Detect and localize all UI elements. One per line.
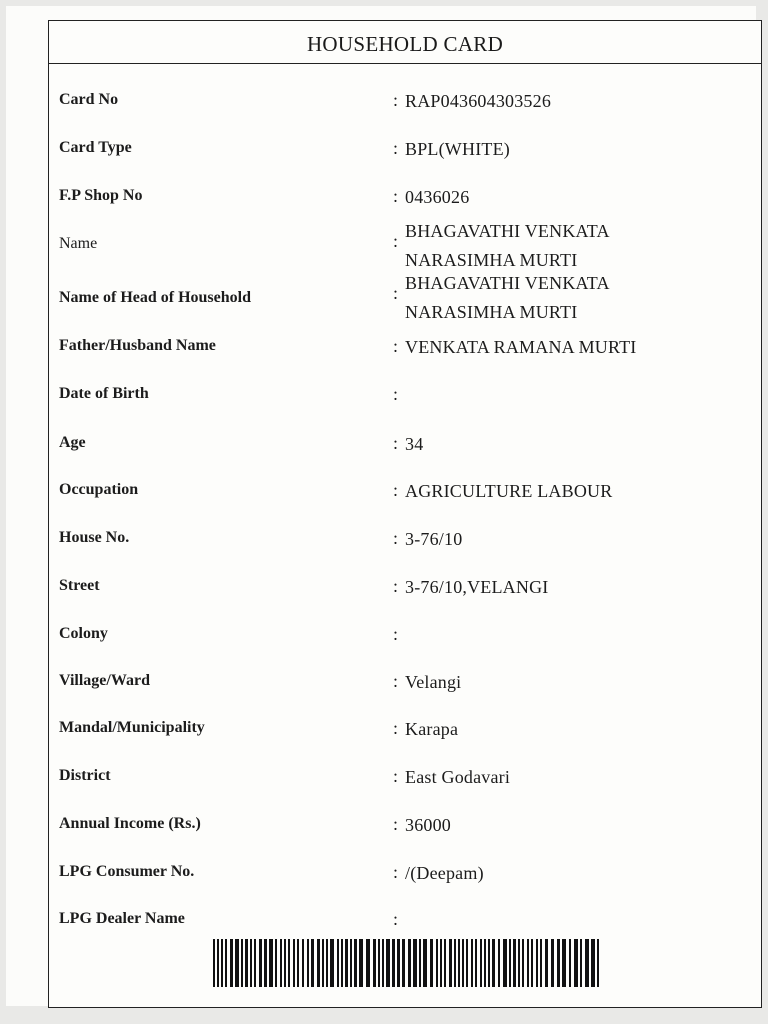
field-value: 36000 <box>405 815 451 835</box>
barcode-bar <box>513 939 516 987</box>
barcode-bar <box>284 939 286 987</box>
field-value-line: NARASIMHA MURTI <box>405 302 578 322</box>
barcode-bar <box>569 939 571 987</box>
barcode-bar <box>345 939 348 987</box>
field-label: Father/Husband Name <box>59 337 216 354</box>
field-colon: : <box>393 433 399 453</box>
barcode-bar <box>449 939 452 987</box>
barcode-bar <box>293 939 295 987</box>
field-value: Karapa <box>405 719 459 739</box>
barcode-bar <box>330 939 334 987</box>
barcode-bar <box>551 939 554 987</box>
barcode-bar <box>454 939 456 987</box>
barcode-bar <box>503 939 507 987</box>
barcode-bar <box>259 939 262 987</box>
field-value: RAP043604303526 <box>405 91 552 111</box>
field-colon: : <box>393 283 399 303</box>
field-colon: : <box>393 671 399 691</box>
barcode-bar <box>397 939 400 987</box>
barcode-bar <box>386 939 390 987</box>
field-label: House No. <box>59 529 130 546</box>
barcode-bar <box>366 939 370 987</box>
barcode-bar <box>302 939 304 987</box>
barcode-bar <box>225 939 227 987</box>
field-colon: : <box>393 480 399 500</box>
field-label: LPG Consumer No. <box>59 863 195 880</box>
field-colon: : <box>393 766 399 786</box>
field-label: Occupation <box>59 481 139 498</box>
field-colon: : <box>393 384 399 404</box>
barcode-bar <box>430 939 433 987</box>
barcode-bar <box>264 939 267 987</box>
field-colon: : <box>393 909 399 929</box>
field-colon: : <box>393 624 399 644</box>
barcode-bar <box>337 939 339 987</box>
barcode-bar <box>436 939 438 987</box>
field-value: VENKATA RAMANA MURTI <box>405 337 637 357</box>
household-card <box>48 20 762 1008</box>
field-colon: : <box>393 862 399 882</box>
barcode-bar <box>359 939 363 987</box>
field-label: Village/Ward <box>59 672 150 689</box>
barcode-bar <box>235 939 239 987</box>
field-value: 3-76/10,VELANGI <box>405 577 549 597</box>
barcode-bar <box>574 939 578 987</box>
field-label: Street <box>59 577 100 594</box>
barcode-bar <box>413 939 417 987</box>
barcode-bar <box>217 939 219 987</box>
barcode-bar <box>484 939 486 987</box>
field-label: Name of Head of Household <box>59 289 251 306</box>
card-title: HOUSEHOLD CARD <box>49 21 761 64</box>
barcode-bar <box>492 939 495 987</box>
field-colon: : <box>393 576 399 596</box>
barcode-bar <box>341 939 343 987</box>
barcode-bar <box>297 939 299 987</box>
field-value: BPL(WHITE) <box>405 139 510 159</box>
field-colon: : <box>393 138 399 158</box>
barcode-bar <box>522 939 524 987</box>
field-label: Card Type <box>59 139 132 156</box>
barcode-bar <box>269 939 273 987</box>
barcode-bar <box>458 939 460 987</box>
field-value: AGRICULTURE LABOUR <box>405 481 613 501</box>
field-label: Colony <box>59 625 108 642</box>
barcode-bar <box>250 939 252 987</box>
field-label: Mandal/Municipality <box>59 719 205 736</box>
field-colon: : <box>393 90 399 110</box>
barcode <box>213 939 601 987</box>
field-value <box>405 269 610 327</box>
barcode-bar <box>221 939 223 987</box>
barcode-bar <box>288 939 290 987</box>
barcode-bar <box>254 939 256 987</box>
barcode-bar <box>392 939 395 987</box>
barcode-bar <box>326 939 328 987</box>
field-label: Card No <box>59 91 119 108</box>
barcode-bar <box>509 939 511 987</box>
field-label: District <box>59 767 111 784</box>
field-value-line: BHAGAVATHI VENKATA <box>405 221 610 241</box>
barcode-bar <box>382 939 384 987</box>
barcode-bar <box>440 939 442 987</box>
barcode-bar <box>557 939 560 987</box>
barcode-bar <box>462 939 464 987</box>
barcode-bar <box>408 939 411 987</box>
barcode-bar <box>423 939 427 987</box>
barcode-bar <box>466 939 468 987</box>
barcode-bar <box>471 939 473 987</box>
barcode-bar <box>488 939 490 987</box>
field-label: F.P Shop No <box>59 187 143 204</box>
barcode-bar <box>317 939 320 987</box>
barcode-bar <box>307 939 309 987</box>
field-label: Name <box>59 235 98 252</box>
field-value-line: BHAGAVATHI VENKATA <box>405 273 610 293</box>
barcode-bar <box>498 939 500 987</box>
barcode-bar <box>311 939 314 987</box>
field-label: Annual Income (Rs.) <box>59 815 201 832</box>
barcode-bar <box>280 939 282 987</box>
barcode-bar <box>402 939 405 987</box>
barcode-bar <box>230 939 233 987</box>
barcode-bar <box>350 939 352 987</box>
barcode-bar <box>419 939 421 987</box>
barcode-bar <box>378 939 380 987</box>
barcode-bar <box>536 939 538 987</box>
barcode-bar <box>373 939 376 987</box>
barcode-bar <box>597 939 599 987</box>
field-label: Date of Birth <box>59 385 149 402</box>
field-value <box>405 217 610 275</box>
barcode-bar <box>322 939 324 987</box>
barcode-bar <box>540 939 542 987</box>
field-value-line: NARASIMHA MURTI <box>405 250 578 270</box>
field-colon: : <box>393 718 399 738</box>
field-value: Velangi <box>405 672 462 692</box>
barcode-bar <box>444 939 446 987</box>
scanned-page <box>6 6 756 1006</box>
field-label: LPG Dealer Name <box>59 910 185 927</box>
field-colon: : <box>393 336 399 356</box>
barcode-bar <box>241 939 243 987</box>
field-value: 3-76/10 <box>405 529 463 549</box>
barcode-bar <box>518 939 520 987</box>
field-colon: : <box>393 814 399 834</box>
barcode-bar <box>213 939 215 987</box>
field-colon: : <box>393 186 399 206</box>
barcode-bar <box>245 939 248 987</box>
barcode-bar <box>275 939 277 987</box>
field-colon: : <box>393 528 399 548</box>
field-value: /(Deepam) <box>405 863 484 883</box>
barcode-bar <box>591 939 595 987</box>
barcode-bar <box>527 939 529 987</box>
barcode-bar <box>354 939 357 987</box>
barcode-bar <box>480 939 482 987</box>
barcode-bar <box>580 939 582 987</box>
barcode-bar <box>585 939 589 987</box>
field-label: Age <box>59 434 86 451</box>
field-value: 34 <box>405 434 424 454</box>
barcode-bar <box>475 939 477 987</box>
field-value: East Godavari <box>405 767 511 787</box>
barcode-bar <box>562 939 566 987</box>
barcode-bar <box>545 939 548 987</box>
barcode-bar <box>531 939 533 987</box>
field-value: 0436026 <box>405 187 470 207</box>
field-colon: : <box>393 231 399 251</box>
